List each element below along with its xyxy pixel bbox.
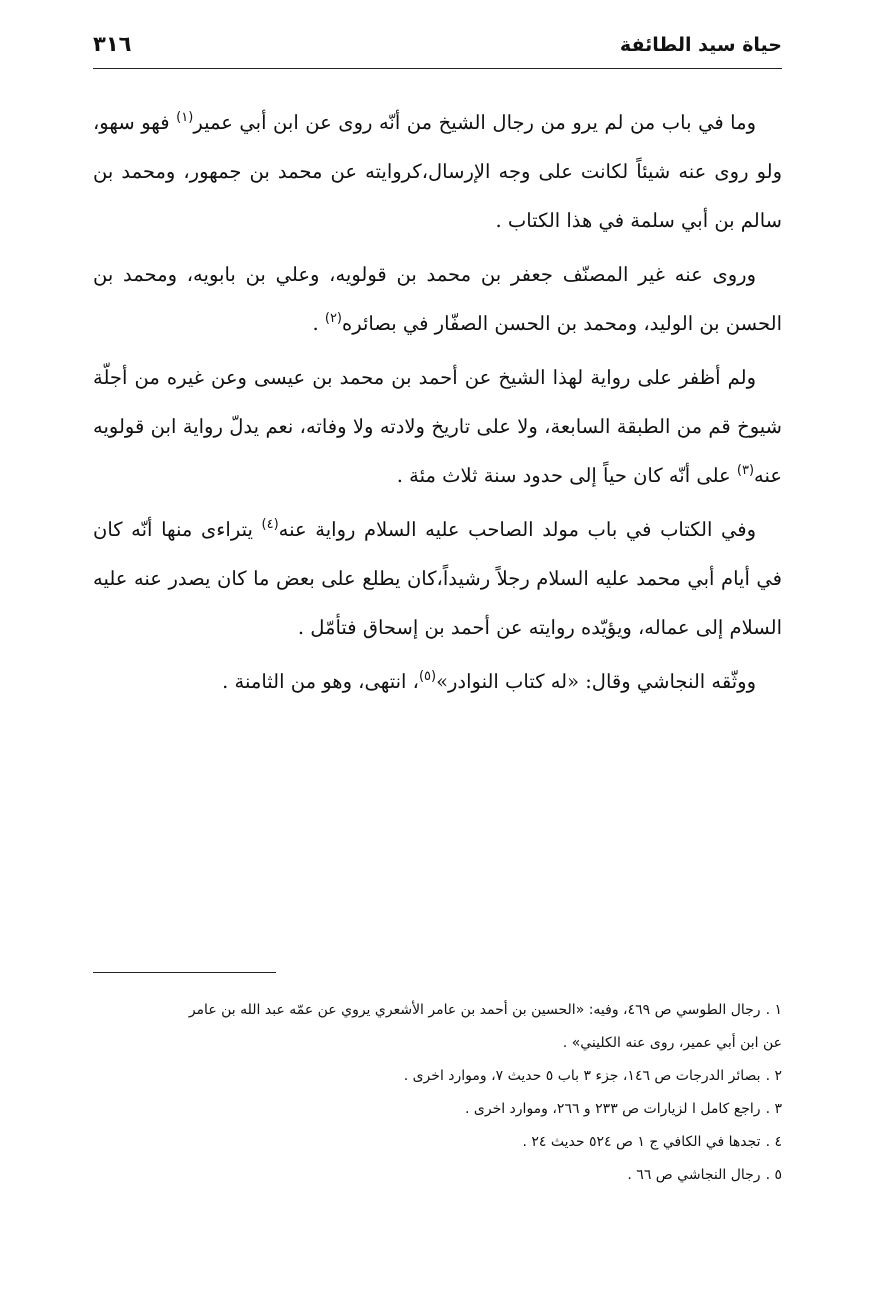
footnote-ref-5: (٥)	[418, 669, 437, 684]
footnote-5	[93, 1159, 782, 1192]
footnote-ref-2: (٢)	[324, 311, 342, 326]
main-text	[93, 98, 782, 711]
footnote-number: ٥ .	[765, 1167, 782, 1183]
paragraph-text: يتراءى منها أنّه كان في أيام أبي محمد عليه السلام رجلاً رشيداً،كان يطلع على بعض ما كان يصدر عنه عليه السلام إلى عماله، ويؤيّده روايته عن أحمد بن إسحاق فتأمّل .	[93, 518, 782, 639]
paragraph-text: على أنّه كان حياً إلى حدود سنة ثلاث مئة .	[396, 464, 737, 487]
footnote-4	[93, 1126, 782, 1159]
paragraph-text: .	[312, 312, 325, 335]
footnote-2	[93, 1060, 782, 1093]
book-title: حياة سيد الطائفة	[619, 34, 782, 56]
footnote-separator	[93, 972, 276, 973]
paragraph-2	[93, 250, 782, 348]
paragraph-3	[93, 353, 782, 500]
footnote-text: بصائر الدرجات ص ١٤٦، جزء ٣ باب ٥ حديث ٧، وموارد اخرى .	[403, 1068, 761, 1084]
footnotes	[93, 994, 782, 1192]
footnote-number: ٤ .	[765, 1134, 782, 1150]
running-header	[93, 28, 782, 69]
page-number: ٣١٦	[93, 32, 132, 56]
paragraph-5	[93, 657, 782, 706]
footnote-text: رجال النجاشي ص ٦٦ .	[627, 1167, 761, 1183]
footnote-1	[93, 994, 782, 1027]
footnote-number: ١ .	[765, 1002, 782, 1018]
footnote-number: ٢ .	[765, 1068, 782, 1084]
paragraph-text: وما في باب من لم يرو من رجال الشيخ من أنّه روى عن ابن أبي عمير	[193, 111, 756, 134]
paragraph-text: ولم أظفر على رواية لهذا الشيخ عن أحمد بن محمد بن عيسى وعن غيره من أجلّة شيوخ قم من الطبقة السابعة، ولا على تاريخ ولادته ولا وفاته، نعم يدلّ رواية ابن قولويه عنه	[93, 366, 782, 487]
footnote-text: عن ابن أبي عمير، روى عنه الكليني» .	[562, 1035, 782, 1051]
footnote-ref-4: (٤)	[261, 517, 279, 532]
paragraph-text: وروى عنه غير المصنّف جعفر بن محمد بن قولويه، وعلي بن بابويه، ومحمد بن الحسن بن الوليد، ومحمد بن الحسن الصفّار في بصائره	[93, 263, 782, 335]
paragraph-text: ، انتهى، وهو من الثامنة .	[222, 670, 419, 693]
paragraph-4	[93, 505, 782, 652]
footnote-text: راجع كامل ا لزيارات ص ٢٣٣ و ٢٦٦، وموارد اخرى .	[464, 1101, 761, 1117]
footnote-ref-1: (١)	[176, 110, 194, 125]
footnote-text: تجدها في الكافي ج ١ ص ٥٢٤ حديث ٢٤ .	[522, 1134, 761, 1150]
paragraph-text: فهو سهو، ولو روى عنه شيئاً لكانت على وجه الإرسال،كروايته عن محمد بن جمهور، ومحمد بن سالم بن أبي سلمة في هذا الكتاب .	[93, 111, 782, 232]
paragraph-1	[93, 98, 782, 245]
footnote-ref-3: (٣)	[736, 463, 755, 478]
footnote-1-continuation	[93, 1027, 782, 1060]
paragraph-text: ووثّقه النجاشي وقال: «له كتاب النوادر»	[436, 670, 756, 693]
footnote-text: رجال الطوسي ص ٤٦٩، وفيه: «الحسين بن أحمد بن عامر الأشعري يروي عن عمّه عبد الله بن عامر	[188, 1002, 761, 1018]
footnote-number: ٣ .	[765, 1101, 782, 1117]
paragraph-text: وفي الكتاب في باب مولد الصاحب عليه السلام رواية عنه	[278, 518, 756, 541]
footnote-3	[93, 1093, 782, 1126]
